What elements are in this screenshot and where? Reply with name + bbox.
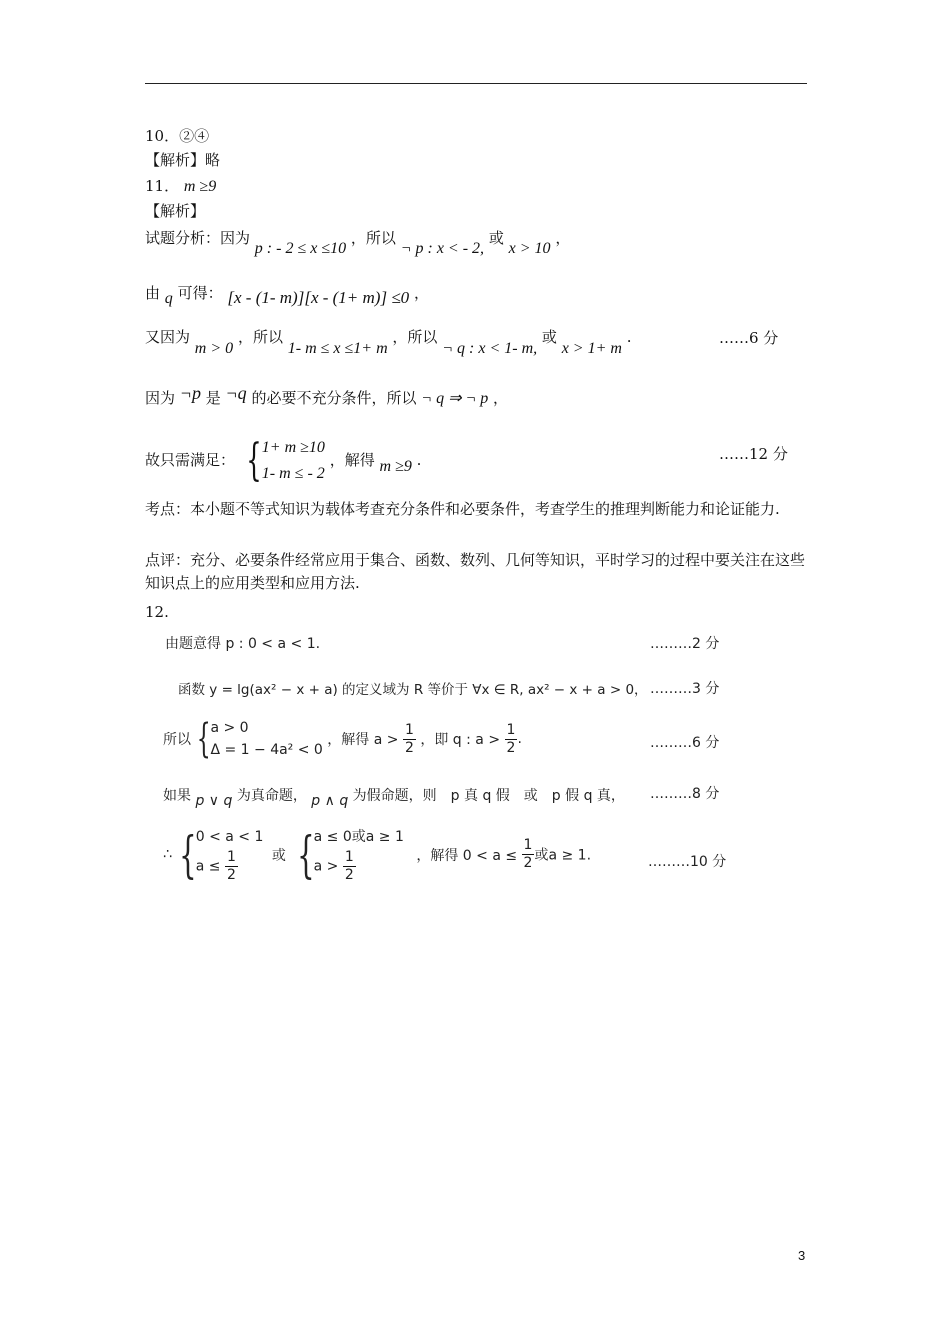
math-not-p: ¬ p : x < - 2, xyxy=(400,240,485,257)
system-of-inequalities xyxy=(262,435,325,487)
denominator: 2 xyxy=(226,867,236,883)
q11-number: 11． xyxy=(145,177,180,195)
numerator: 1 xyxy=(226,849,236,865)
q12-number: 12. xyxy=(145,603,169,621)
numerator: 1 xyxy=(344,849,354,865)
system-line-1: a > 0 xyxy=(210,720,249,736)
text: 试题分析：因为 xyxy=(145,229,251,247)
math-x: x > 10 xyxy=(508,240,551,257)
q12-score-3: ………3 分 xyxy=(650,681,720,697)
fraction-one-half xyxy=(505,722,518,757)
q11-answer-line xyxy=(145,176,216,197)
fraction-one-half xyxy=(225,849,238,884)
text: ，所以 xyxy=(350,229,396,247)
system-of-inequalities xyxy=(210,717,322,761)
system-line-2: Δ = 1 − 4a² < 0 xyxy=(210,742,323,758)
dianping-paragraph: 点评：充分、必要条件经常应用于集合、函数、数列、几何等知识，平时学习的过程中要关注在这些知识点上的应用类型和应用方法. xyxy=(145,551,806,592)
q12-row-2: 函数 y = lg(ax² − x + a) 的定义域为 R 等价于 ∀x ∈ R, ax² − x + a > 0， xyxy=(178,682,648,698)
math-inequality: [x - (1- m)][x - (1+ m)] ≤0 xyxy=(227,288,410,307)
text: . xyxy=(517,731,522,747)
math-m: m > 0 xyxy=(194,340,234,357)
math-not-p: ¬p xyxy=(179,383,201,403)
text: 或 xyxy=(541,328,557,346)
denominator: 2 xyxy=(344,867,354,883)
q12-row-1: 由题意得 p : 0 < a < 1. xyxy=(165,636,321,652)
text: ， xyxy=(413,284,429,302)
q12-score-8: ………8 分 xyxy=(650,786,720,802)
q12-scanned-solution xyxy=(160,625,740,897)
system-1 xyxy=(196,825,264,884)
text: 又因为 xyxy=(145,328,191,346)
q12-row-4 xyxy=(163,785,625,809)
text: 如果 xyxy=(163,788,191,804)
page-number: 3 xyxy=(798,1248,806,1263)
text: 由 xyxy=(145,284,161,302)
q12-score-2: ………2 分 xyxy=(650,636,720,652)
math-not-q: ¬q xyxy=(225,383,247,403)
denominator: 2 xyxy=(523,855,533,871)
math-p-or-q: p ∨ q xyxy=(195,793,233,809)
q11-answer: m ≥9 xyxy=(183,178,217,195)
denominator: 2 xyxy=(404,739,414,756)
text: ，解得 a > xyxy=(327,732,399,748)
q12-row-3 xyxy=(163,717,522,761)
score-12: ……12 分 xyxy=(719,445,788,463)
text: ，解得 0 < a ≤ xyxy=(416,847,518,864)
system-2 xyxy=(314,825,404,884)
math-p: p : - 2 ≤ x ≤10 xyxy=(254,240,347,257)
system-line-2: a ≤ xyxy=(195,858,221,875)
math-q: q xyxy=(164,290,173,307)
numerator: 1 xyxy=(506,721,516,738)
text: 或 xyxy=(488,229,504,247)
text: . xyxy=(416,451,422,469)
math-not-q: ¬ q : x < 1- m, xyxy=(442,340,538,357)
text: 的必要不充分条件，所以 xyxy=(251,389,417,407)
text: 因为 xyxy=(145,389,176,407)
denominator: 2 xyxy=(506,739,516,756)
q11-line-3 xyxy=(145,327,632,357)
header-rule xyxy=(145,83,807,84)
numerator: 1 xyxy=(404,721,414,738)
score-6: ……6 分 xyxy=(719,329,779,347)
text: ，解得 xyxy=(329,451,375,469)
math-answer: m ≥9 xyxy=(379,458,412,475)
numerator: 1 xyxy=(523,837,533,853)
text: 故只需满足： xyxy=(145,451,236,469)
text: 所以 xyxy=(163,732,191,748)
left-brace: { xyxy=(246,435,262,486)
left-brace: { xyxy=(179,825,197,884)
text: 或a ≥ 1. xyxy=(534,847,592,864)
q10-analysis: 【解析】略 xyxy=(145,151,221,169)
q11-line-1 xyxy=(145,228,571,257)
q10-number: 10．②④ xyxy=(145,127,210,145)
text: 是 xyxy=(205,389,221,407)
system-line-2: 1- m ≤ - 2 xyxy=(261,465,325,482)
text: 为假命题，则 p 真 q 假 或 p 假 q 真， xyxy=(352,788,625,804)
q11-line-5 xyxy=(145,432,421,489)
system-line-1: 0 < a < 1 xyxy=(195,829,264,845)
text: 为真命题， xyxy=(236,788,307,804)
q12-score-6: ………6 分 xyxy=(650,735,720,751)
text: . xyxy=(626,328,632,346)
or-text: 或 xyxy=(271,847,286,864)
q11-line-2 xyxy=(145,283,429,307)
system-line-1: a ≤ 0或a ≥ 1 xyxy=(313,829,404,845)
left-brace: { xyxy=(297,825,315,884)
therefore-symbol: ∴ xyxy=(163,846,172,863)
q11-line-4 xyxy=(145,383,509,409)
math-p-and-q: p ∧ q xyxy=(311,793,349,809)
text: ，所以 xyxy=(237,328,283,346)
text: ， xyxy=(493,389,509,407)
fraction-one-half xyxy=(343,849,356,884)
q11-analysis-label: 【解析】 xyxy=(145,202,206,220)
text: 可得： xyxy=(177,284,223,302)
fraction-one-half xyxy=(403,722,416,757)
q12-score-10: ………10 分 xyxy=(648,854,727,870)
system-line-1: 1+ m ≥10 xyxy=(261,439,325,456)
q12-row-5 xyxy=(163,825,591,884)
text: ， xyxy=(555,229,571,247)
text: ，即 q : a > xyxy=(420,732,501,748)
text: ，所以 xyxy=(392,328,438,346)
math-range: 1- m ≤ x ≤1+ m xyxy=(287,340,388,357)
system-line-2: a > xyxy=(313,858,339,875)
math-implication: ¬ q ⇒ ¬ p xyxy=(421,390,489,407)
math-x: x > 1+ m xyxy=(561,340,622,357)
fraction-one-half xyxy=(522,837,535,872)
kaodian-paragraph: 考点：本小题不等式知识为载体考查充分条件和必要条件，考查学生的推理判断能力和论证能力. xyxy=(145,500,780,518)
left-brace: { xyxy=(196,716,211,762)
